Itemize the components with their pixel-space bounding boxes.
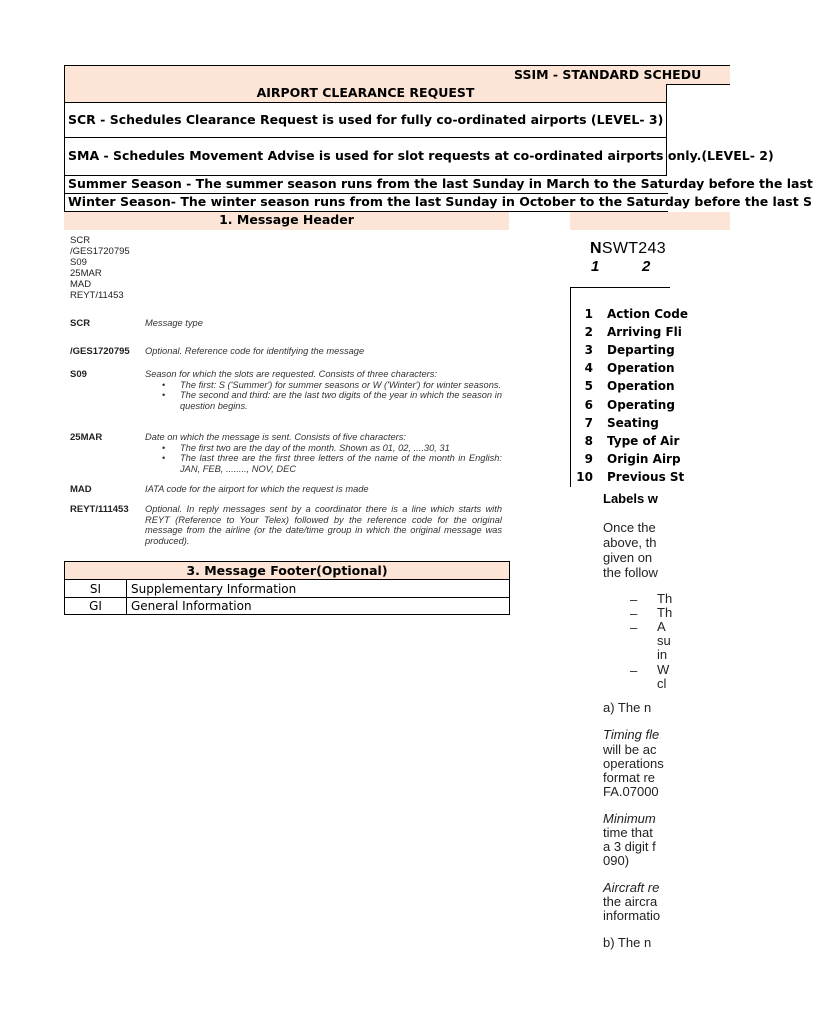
minimum-line: time that bbox=[603, 825, 653, 840]
item-number: 8 bbox=[584, 434, 593, 448]
item-number: 1 bbox=[584, 307, 593, 321]
field-list-item bbox=[571, 379, 675, 397]
sample-message bbox=[70, 235, 130, 301]
dash-marker: – bbox=[630, 620, 638, 635]
item-b: b) The n bbox=[603, 935, 652, 950]
item-label: Previous St bbox=[607, 470, 685, 484]
field-list-item bbox=[571, 416, 669, 434]
sample-line: /GES1720795 bbox=[70, 246, 130, 257]
field-list-item bbox=[571, 452, 681, 470]
para-line: the follow bbox=[603, 565, 658, 580]
dash-marker: – bbox=[630, 592, 638, 607]
timing-line: will be ac bbox=[603, 742, 657, 757]
item-label: Origin Airp bbox=[607, 452, 681, 466]
minimum-line: a 3 digit f bbox=[603, 839, 656, 854]
item-label: Operation bbox=[607, 361, 675, 375]
summer-season-definition: Summer Season - The summer season runs from the last Sunday in March to the Saturday before the last bbox=[64, 176, 668, 194]
footer-label: Supplementary Information bbox=[131, 582, 297, 596]
flight-line-rest: SWT243 bbox=[601, 240, 666, 257]
sample-line: 25MAR bbox=[70, 268, 102, 279]
aircraft-line: Aircraft re bbox=[603, 880, 660, 895]
document-title: SSIM - STANDARD SCHEDU bbox=[514, 67, 702, 82]
sample-line: SCR bbox=[70, 235, 91, 246]
footer-code: SI bbox=[65, 580, 127, 597]
field-number-list bbox=[570, 287, 688, 487]
field-list-item bbox=[571, 434, 680, 452]
field-desc-season bbox=[145, 369, 502, 411]
field-desc-ges: Optional. Reference code for identifying the message bbox=[145, 346, 365, 356]
field-term-date: 25MAR bbox=[70, 432, 103, 443]
season-desc: Season for which the slots are requested. Consists of three characters: bbox=[145, 369, 437, 379]
date-bullet: • The first two are the day of the month. Shown as 01, 02, ....30, 31 bbox=[145, 443, 502, 454]
flight-index: 1 bbox=[591, 258, 600, 275]
message-header-title: 1. Message Header bbox=[64, 212, 509, 230]
field-desc-airport: IATA code for the airport for which the request is made bbox=[145, 484, 369, 494]
timing-line: format re bbox=[603, 770, 656, 785]
season-bullet: • The second and third: are the last two digits of the year in which the season in question begins. bbox=[145, 390, 502, 411]
subtitle: AIRPORT CLEARANCE REQUEST bbox=[64, 84, 667, 103]
timing-line: operations bbox=[603, 756, 664, 771]
para-line: above, th bbox=[603, 535, 657, 550]
dash-text: su bbox=[657, 633, 671, 648]
footer-row-si bbox=[64, 580, 510, 598]
minimum-line: 090) bbox=[603, 853, 630, 868]
field-term-season: S09 bbox=[70, 369, 87, 380]
date-bullet: • The last three are the first three letters of the name of the month in English: JAN, FEB, ........, NOV, DEC bbox=[145, 453, 502, 474]
timing-line: FA.07000 bbox=[603, 784, 659, 799]
sample-line: S09 bbox=[70, 257, 87, 268]
item-label: Operation bbox=[607, 379, 675, 393]
footer-label: General Information bbox=[131, 599, 252, 613]
item-a: a) The n bbox=[603, 700, 652, 715]
field-list-item bbox=[571, 361, 675, 379]
footer-row-gi bbox=[64, 597, 510, 615]
item-label: Action Code bbox=[607, 307, 688, 321]
date-bullets bbox=[145, 443, 502, 475]
item-label: Operating bbox=[607, 398, 675, 412]
field-term-reyt: REYT/111453 bbox=[70, 504, 129, 515]
item-number: 5 bbox=[584, 379, 593, 393]
field-desc-scr: Message type bbox=[145, 318, 203, 328]
aircraft-line: informatio bbox=[603, 908, 661, 923]
item-number: 4 bbox=[584, 361, 593, 375]
dash-text: A bbox=[657, 619, 666, 634]
aircraft-line: the aircra bbox=[603, 894, 658, 909]
dash-text: cl bbox=[657, 676, 667, 691]
dash-marker: – bbox=[630, 606, 638, 621]
flight-line-example bbox=[590, 240, 666, 258]
labels-heading: Labels w bbox=[603, 491, 658, 506]
sample-line: REYT/11453 bbox=[70, 290, 124, 301]
item-number: 3 bbox=[584, 343, 593, 357]
para-line: Once the bbox=[603, 520, 656, 535]
minimum-line: Minimum bbox=[603, 811, 656, 826]
field-desc-date bbox=[145, 432, 502, 474]
timing-line: Timing fle bbox=[603, 727, 660, 742]
field-term-airport: MAD bbox=[70, 484, 92, 495]
para-line: given on bbox=[603, 550, 653, 565]
footer-code: GI bbox=[65, 597, 127, 614]
field-desc-reyt: Optional. In reply messages sent by a coordinator there is a line which starts with REYT (Reference to Your Telex) followed by the reference code for the original message from the airline (or the date/time group in which the original message was produced). bbox=[145, 504, 502, 546]
message-footer-title: 3. Message Footer(Optional) bbox=[64, 561, 510, 580]
item-label: Type of Air bbox=[607, 434, 680, 448]
item-number: 6 bbox=[584, 398, 593, 412]
field-term-ges: /GES1720795 bbox=[70, 346, 130, 357]
right-header-band bbox=[570, 212, 730, 230]
sample-line: MAD bbox=[70, 279, 92, 290]
item-number: 2 bbox=[584, 325, 593, 339]
item-label: Seating bbox=[607, 416, 659, 430]
dash-marker: – bbox=[630, 663, 638, 678]
date-desc: Date on which the message is sent. Consists of five characters: bbox=[145, 432, 406, 442]
item-label: Departing bbox=[607, 343, 675, 357]
scr-definition: SCR - Schedules Clearance Request is used for fully co-ordinated airports (LEVEL- 3) bbox=[64, 103, 667, 138]
dash-text: W bbox=[657, 662, 670, 677]
dash-text: Th bbox=[657, 605, 673, 620]
dash-text: in bbox=[657, 647, 668, 662]
field-term-scr: SCR bbox=[70, 318, 91, 329]
dash-text: Th bbox=[657, 591, 673, 606]
item-number: 7 bbox=[584, 416, 593, 430]
winter-season-definition: Winter Season- The winter season runs from the last Sunday in October to the Saturday before the last S bbox=[64, 194, 668, 212]
sma-definition: SMA - Schedules Movement Advise is used for slot requests at co-ordinated airports only.(LEVEL- 2) bbox=[64, 138, 667, 176]
field-list-item bbox=[571, 343, 675, 361]
document-title-bar bbox=[64, 65, 730, 85]
season-bullets bbox=[145, 380, 502, 412]
field-list-item bbox=[571, 325, 682, 343]
item-number: 10 bbox=[576, 470, 593, 484]
field-list-item bbox=[571, 307, 688, 325]
season-bullet: • The first: S ('Summer') for summer seasons or W ('Winter') for winter seasons. bbox=[145, 380, 502, 391]
item-number: 9 bbox=[584, 452, 593, 466]
field-list-item bbox=[571, 398, 675, 416]
flight-line-bold: N bbox=[590, 240, 602, 257]
flight-index: 2 bbox=[642, 258, 651, 275]
item-label: Arriving Fli bbox=[607, 325, 682, 339]
field-list-item bbox=[571, 470, 685, 488]
